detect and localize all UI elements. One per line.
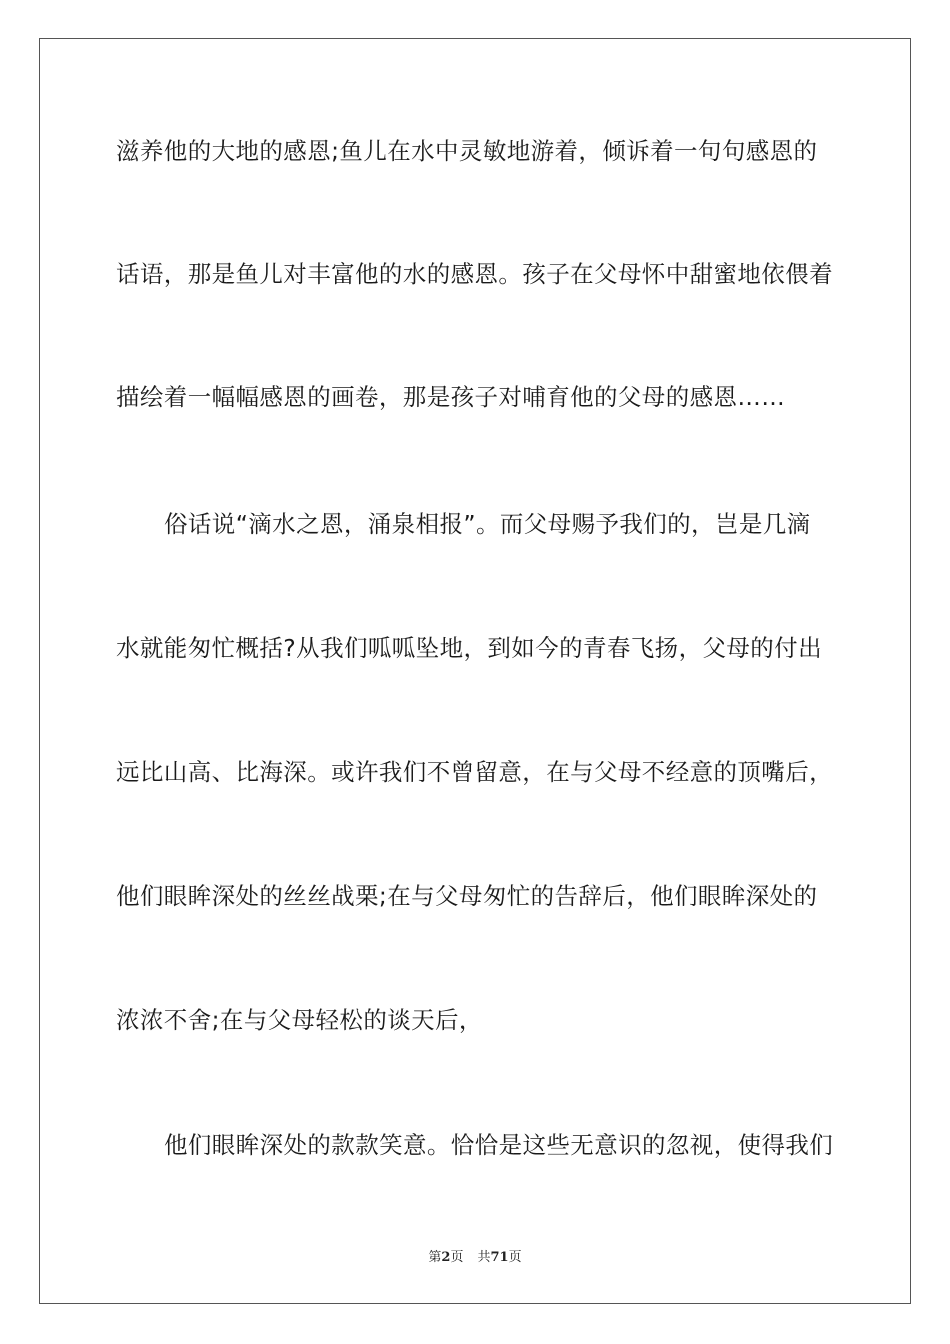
page-label-prefix: 第: [428, 1250, 442, 1265]
page-footer: [0, 1246, 950, 1265]
paragraph-line: 水就能匆忙概括?从我们呱呱坠地，到如今的青春飞扬，父母的付出: [116, 634, 822, 662]
total-label-prefix: 共: [477, 1250, 491, 1265]
page-label-suffix: 页: [450, 1250, 464, 1265]
page-number: 2: [441, 1250, 451, 1265]
paragraph-line: 滋养他的大地的感恩;鱼儿在水中灵敏地游着，倾诉着一句句感恩的: [116, 137, 818, 165]
paragraph-line: 远比山高、比海深。或许我们不曾留意，在与父母不经意的顶嘴后，: [116, 758, 833, 786]
paragraph-line: 他们眼眸深处的丝丝战栗;在与父母匆忙的告辞后，他们眼眸深处的: [116, 882, 818, 910]
page-border: [39, 38, 911, 1304]
paragraph-line: 话语，那是鱼儿对丰富他的水的感恩。孩子在父母怀中甜蜜地依偎着: [116, 260, 833, 288]
total-pages: 71: [490, 1250, 509, 1265]
paragraph-line: 俗话说“滴水之恩，涌泉相报”。而父母赐予我们的，岂是几滴: [164, 510, 811, 538]
paragraph-line: 描绘着一幅幅感恩的画卷，那是孩子对哺育他的父母的感恩……: [116, 383, 786, 411]
total-label-suffix: 页: [508, 1250, 522, 1265]
paragraph-line: 浓浓不舍;在与父母轻松的谈天后，: [116, 1006, 483, 1034]
paragraph-line: 他们眼眸深处的款款笑意。恰恰是这些无意识的忽视，使得我们: [164, 1131, 834, 1159]
